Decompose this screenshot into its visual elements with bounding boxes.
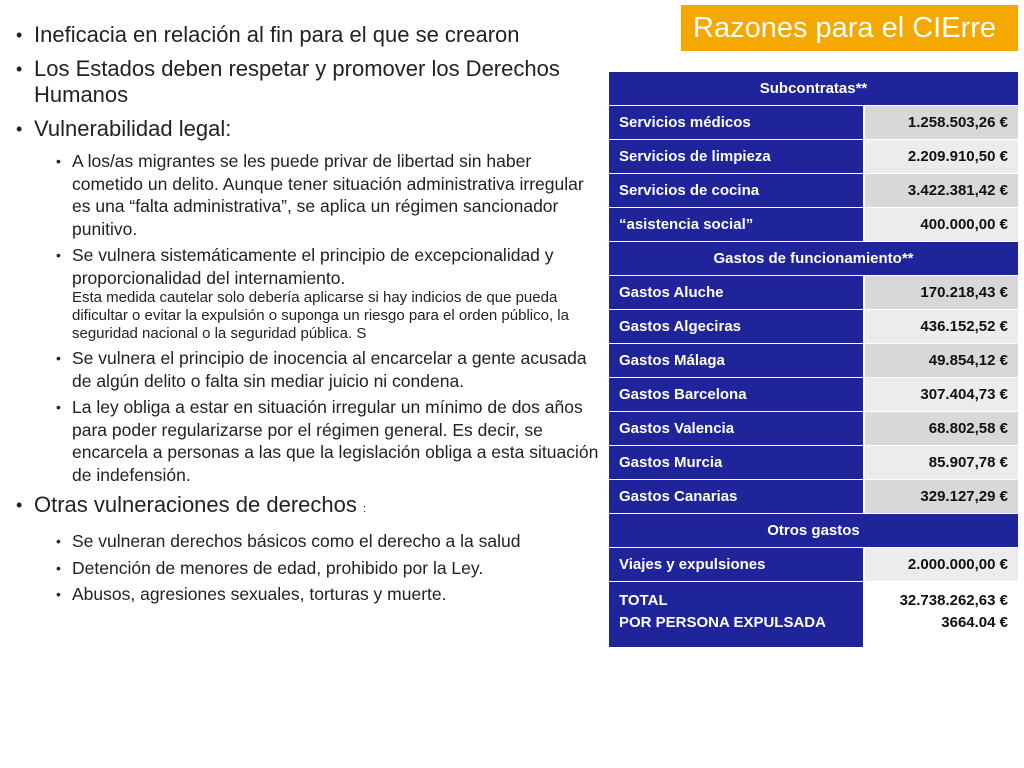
- otras-vulneraciones-text: Otras vulneraciones de derechos: [34, 492, 357, 517]
- row-label: Gastos Barcelona: [609, 378, 865, 412]
- table-row: [609, 548, 1018, 582]
- row-label: Servicios de limpieza: [609, 140, 865, 174]
- total-label-line2: POR PERSONA EXPULSADA: [619, 614, 826, 631]
- sub-bullet-salud: • Se vulneran derechos básicos como el derecho a la salud: [14, 530, 604, 553]
- bullet-list: [14, 22, 604, 612]
- table-row: [609, 276, 1018, 310]
- slide-title: Razones para el CIErre: [681, 5, 1018, 51]
- row-label: “asistencia social”: [609, 208, 865, 242]
- sub-bullet-inocencia: • Se vulnera el principio de inocencia al encarcelar a gente acusada de algún delito o falta sin mediar juicio ni condena.: [14, 347, 604, 392]
- row-label: Servicios de cocina: [609, 174, 865, 208]
- row-label: Gastos Málaga: [609, 344, 865, 378]
- table-row: [609, 480, 1018, 514]
- sub-bullet-privar-libertad: • A los/as migrantes se les puede privar de libertad sin haber cometido un delito. Aunque tener situación administrativa irregular es una “falta administrativa”, se aplica un régimen sancionador punitivo.: [14, 150, 604, 240]
- otras-vulneraciones-colon: :: [362, 503, 367, 515]
- row-value: 49.854,12 €: [865, 344, 1018, 378]
- row-value: 68.802,58 €: [865, 412, 1018, 446]
- table-row: [609, 344, 1018, 378]
- table-row: [609, 106, 1018, 140]
- section-header: Subcontratas**: [609, 72, 1018, 106]
- bullet-ineficacia: • Ineficacia en relación al fin para el que se crearon: [14, 22, 604, 48]
- row-value: 436.152,52 €: [865, 310, 1018, 344]
- sub-bullet-abusos: • Abusos, agresiones sexuales, torturas y muerte.: [14, 583, 604, 606]
- row-value: 170.218,43 €: [865, 276, 1018, 310]
- costs-table: [609, 72, 1018, 648]
- row-label: Gastos Aluche: [609, 276, 865, 310]
- table-row: [609, 378, 1018, 412]
- table-row: [609, 174, 1018, 208]
- table-row: [609, 310, 1018, 344]
- sub-bullet-menores: • Detención de menores de edad, prohibido por la Ley.: [14, 557, 604, 580]
- row-label: Gastos Murcia: [609, 446, 865, 480]
- section-funcionamiento: [609, 242, 1018, 276]
- total-value: [865, 582, 1018, 648]
- total-label: [609, 582, 865, 648]
- total-row: [609, 582, 1018, 648]
- row-label: Viajes y expulsiones: [609, 548, 865, 582]
- bullet-derechos-humanos: • Los Estados deben respetar y promover los Derechos Humanos: [14, 56, 604, 108]
- table-row: [609, 208, 1018, 242]
- sub-bullet-situacion-irregular: • La ley obliga a estar en situación irregular un mínimo de dos años para poder regularizarse por el régimen general. Es decir, se encarcela a personas a las que la legislación obliga a esta situación de indefensión.: [14, 396, 604, 486]
- row-value: 3.422.381,42 €: [865, 174, 1018, 208]
- table-row: [609, 446, 1018, 480]
- row-value: 400.000,00 €: [865, 208, 1018, 242]
- row-value: 85.907,78 €: [865, 446, 1018, 480]
- section-otros: [609, 514, 1018, 548]
- row-value: 307.404,73 €: [865, 378, 1018, 412]
- row-label: Gastos Algeciras: [609, 310, 865, 344]
- section-header: Gastos de funcionamiento**: [609, 242, 1018, 276]
- table-row: [609, 140, 1018, 174]
- section-header: Otros gastos: [609, 514, 1018, 548]
- table-row: [609, 412, 1018, 446]
- row-label: Gastos Canarias: [609, 480, 865, 514]
- excepcionalidad-note-text: Esta medida cautelar solo debería aplicarse si hay indicios de que pueda dificultar o evitar la expulsión o suponga un riesgo para el orden público, la seguridad nacional o la seguridad pública. S: [72, 289, 569, 342]
- bullet-vulnerabilidad-legal: • Vulnerabilidad legal:: [14, 116, 604, 142]
- section-subcontratas: [609, 72, 1018, 106]
- row-value: 2.000.000,00 €: [865, 548, 1018, 582]
- vulnerabilidad-sublist: [14, 150, 604, 486]
- row-value: 329.127,29 €: [865, 480, 1018, 514]
- bullet-otras-vulneraciones: [14, 492, 604, 522]
- total-value-line1: 32.738.262,63 €: [899, 592, 1008, 609]
- row-label: Servicios médicos: [609, 106, 865, 140]
- sub-bullet-excepcionalidad: [14, 244, 604, 343]
- row-value: 2.209.910,50 €: [865, 140, 1018, 174]
- row-label: Gastos Valencia: [609, 412, 865, 446]
- total-label-line1: TOTAL: [619, 592, 668, 609]
- otras-sublist: [14, 530, 604, 606]
- total-value-line2: 3664.04 €: [941, 614, 1008, 631]
- row-value: 1.258.503,26 €: [865, 106, 1018, 140]
- excepcionalidad-main-text: Se vulnera sistemáticamente el principio de excepcionalidad y proporcionalidad del internamiento.: [72, 245, 554, 288]
